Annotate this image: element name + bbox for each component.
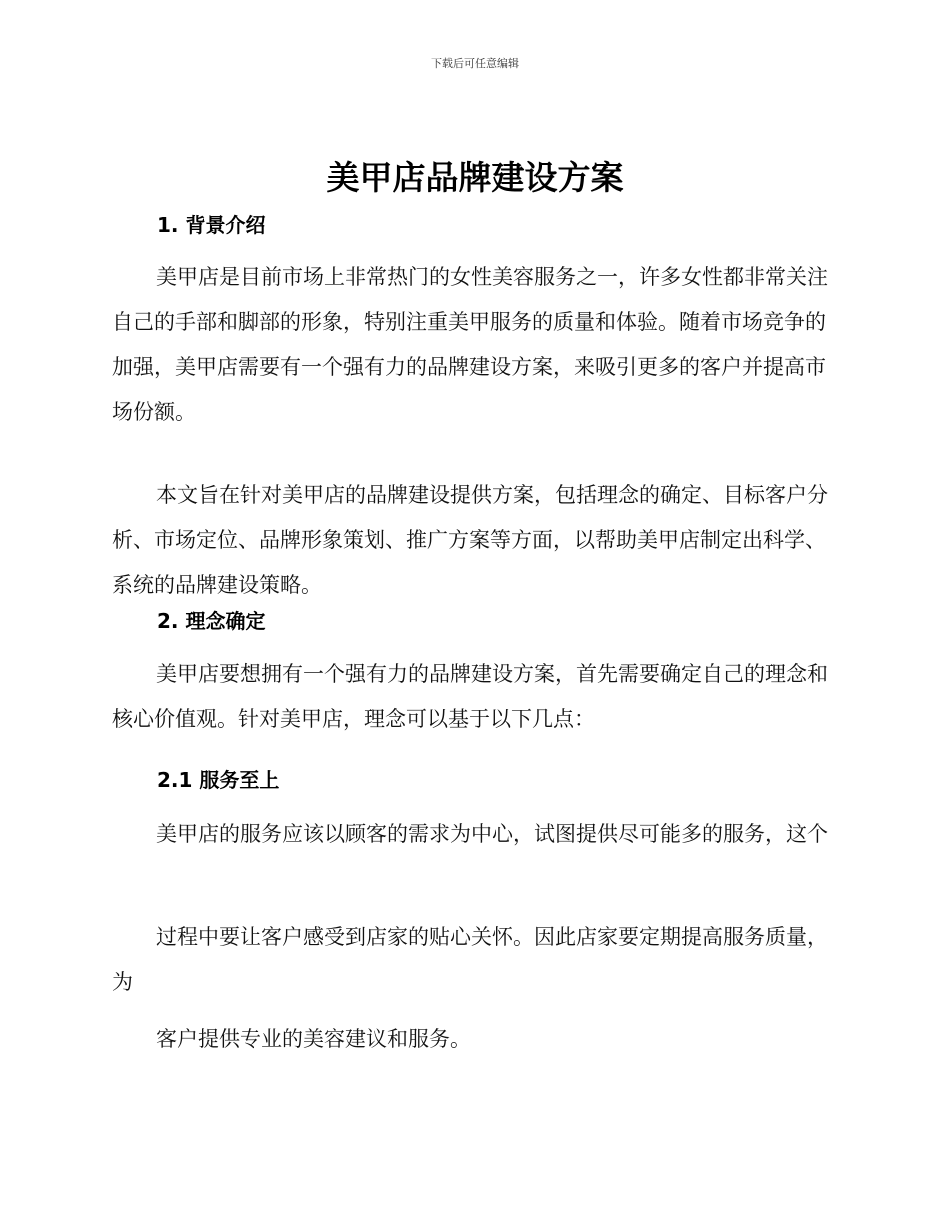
section-heading-background: 1. 背景介绍 (157, 213, 266, 237)
section-heading-philosophy: 2. 理念确定 (157, 609, 266, 633)
paragraph-background-1: 美甲店是目前市场上非常热门的女性美容服务之一，许多女性都非常关注自己的手部和脚部的形象，特别注重美甲服务的质量和体验。随着市场竞争的加强，美甲店需要有一个强有力的品牌建设方案，来吸引更多的客户并提高市场份额。 (112, 265, 828, 424)
paragraph-background-2: 本文旨在针对美甲店的品牌建设提供方案，包括理念的确定、目标客户分析、市场定位、品牌形象策划、推广方案等方面，以帮助美甲店制定出科学、系统的品牌建设策略。 (112, 483, 828, 597)
section-heading-service: 2.1 服务至上 (157, 768, 280, 792)
paragraph-philosophy-1: 美甲店要想拥有一个强有力的品牌建设方案，首先需要确定自己的理念和核心价值观。针对美甲店，理念可以基于以下几点： (112, 662, 828, 731)
header-note: 下载后可任意编辑 (431, 57, 519, 70)
paragraph-service-1: 美甲店的服务应该以顾客的需求为中心，试图提供尽可能多的服务，这个 (156, 822, 828, 846)
page-title: 美甲店品牌建设方案 (326, 158, 624, 197)
paragraph-service-2: 过程中要让客户感受到店家的贴心关怀。因此店家要定期提高服务质量，为 (112, 925, 828, 994)
paragraph-service-3: 客户提供专业的美容建议和服务。 (156, 1027, 471, 1051)
